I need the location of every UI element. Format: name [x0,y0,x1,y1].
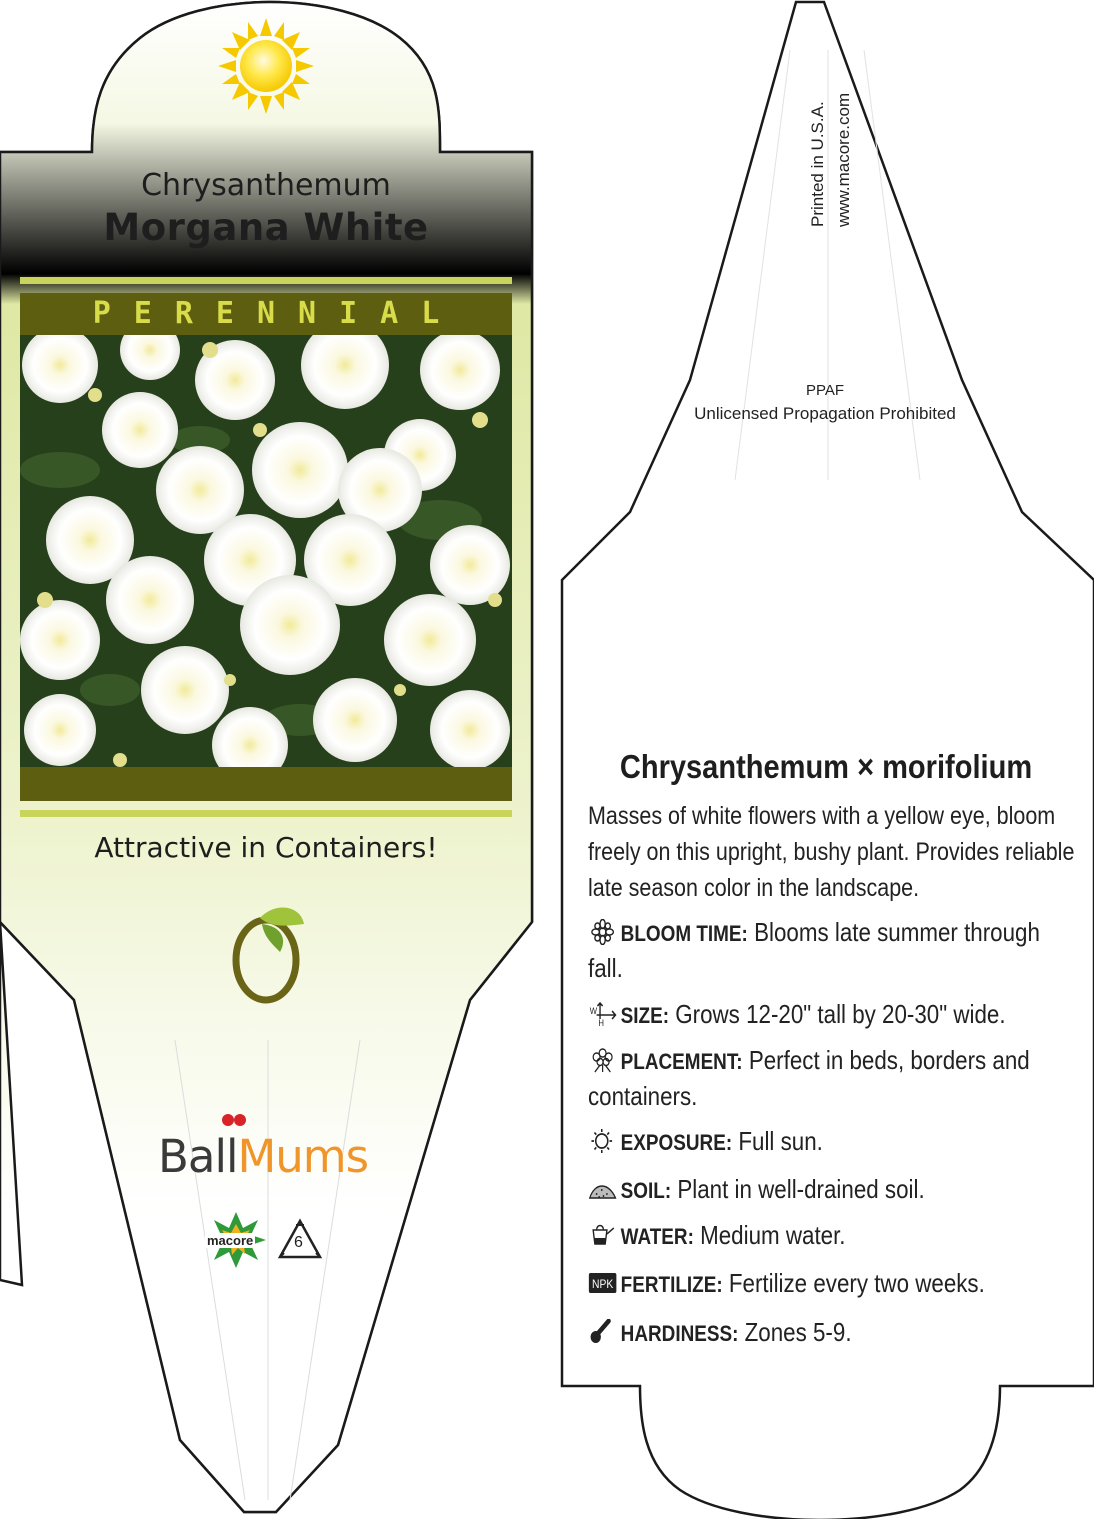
attr-water [588,1218,1052,1254]
attr-label: HARDINESS: [620,1321,739,1346]
attr-value: Grows 12-20" tall by 20-30" wide. [675,999,1006,1029]
attr-label: FERTILIZE: [620,1272,723,1297]
npk-text: NPK [592,1278,614,1292]
attr-value: Zones 5-9. [744,1317,852,1347]
website: www.macore.com [834,92,853,227]
chrysanthemum-photo [20,320,512,783]
brand-part-2: Mums [237,1130,369,1183]
description: Masses of white flowers with a yellow eye, bloom freely on this upright, bushy plant. Provides reliable late season color in the landscape. [588,802,1075,902]
attr-value: Perfect in beds, borders and containers. [588,1045,1030,1111]
ppaf: PPAF [805,382,845,399]
macore-wordmark: macore [207,1233,254,1248]
sun-outline-icon [588,1128,617,1154]
tagline: Attractive in Containers! [94,831,438,864]
attr-label: SIZE: [620,1003,670,1028]
attr-value: Blooms late summer through fall. [588,917,1040,983]
attr-value: Full sun. [738,1126,823,1156]
attr-hardiness [588,1315,1052,1351]
attr-value: Fertilize every two weeks. [728,1268,985,1298]
attr-label: BLOOM TIME: [620,921,748,946]
attr-value: Medium water. [700,1220,846,1250]
recycle-code: 6 [294,1234,303,1251]
plant-variety: Morgana White [103,206,429,249]
plant-genus: Chrysanthemum [141,168,391,203]
sun-icon [218,18,314,114]
soil-icon [588,1176,617,1202]
attr-exposure [588,1124,1052,1160]
attr-label: SOIL: [620,1178,672,1203]
brand-part-1: Ball [158,1130,238,1183]
flower-icon [588,919,617,945]
attr-size [588,997,1052,1033]
attr-label: WATER: [620,1224,694,1249]
placement-icon [588,1047,617,1073]
attr-bloom-time [588,915,1052,986]
attr-placement [588,1043,1052,1114]
size-icon-h: H [598,1017,604,1027]
npk-icon [588,1270,617,1296]
size-icon-w: W [589,1005,598,1017]
attr-soil [588,1172,1052,1208]
attr-label: PLACEMENT: [620,1049,743,1074]
size-icon [588,1001,617,1027]
printed-in: Printed in U.S.A. [808,101,827,227]
thermometer-icon [588,1319,617,1345]
brand-logo [158,1130,368,1183]
attr-fertilize [588,1266,1052,1302]
species-name: Chrysanthemum × morifolium [619,748,1033,785]
attr-label: EXPOSURE: [620,1130,733,1155]
attr-value: Plant in well-drained soil. [677,1174,925,1204]
watering-can-icon [588,1222,617,1248]
propagation-notice: Unlicensed Propagation Prohibited [694,404,956,423]
category-label: PERENNIAL [92,296,463,331]
